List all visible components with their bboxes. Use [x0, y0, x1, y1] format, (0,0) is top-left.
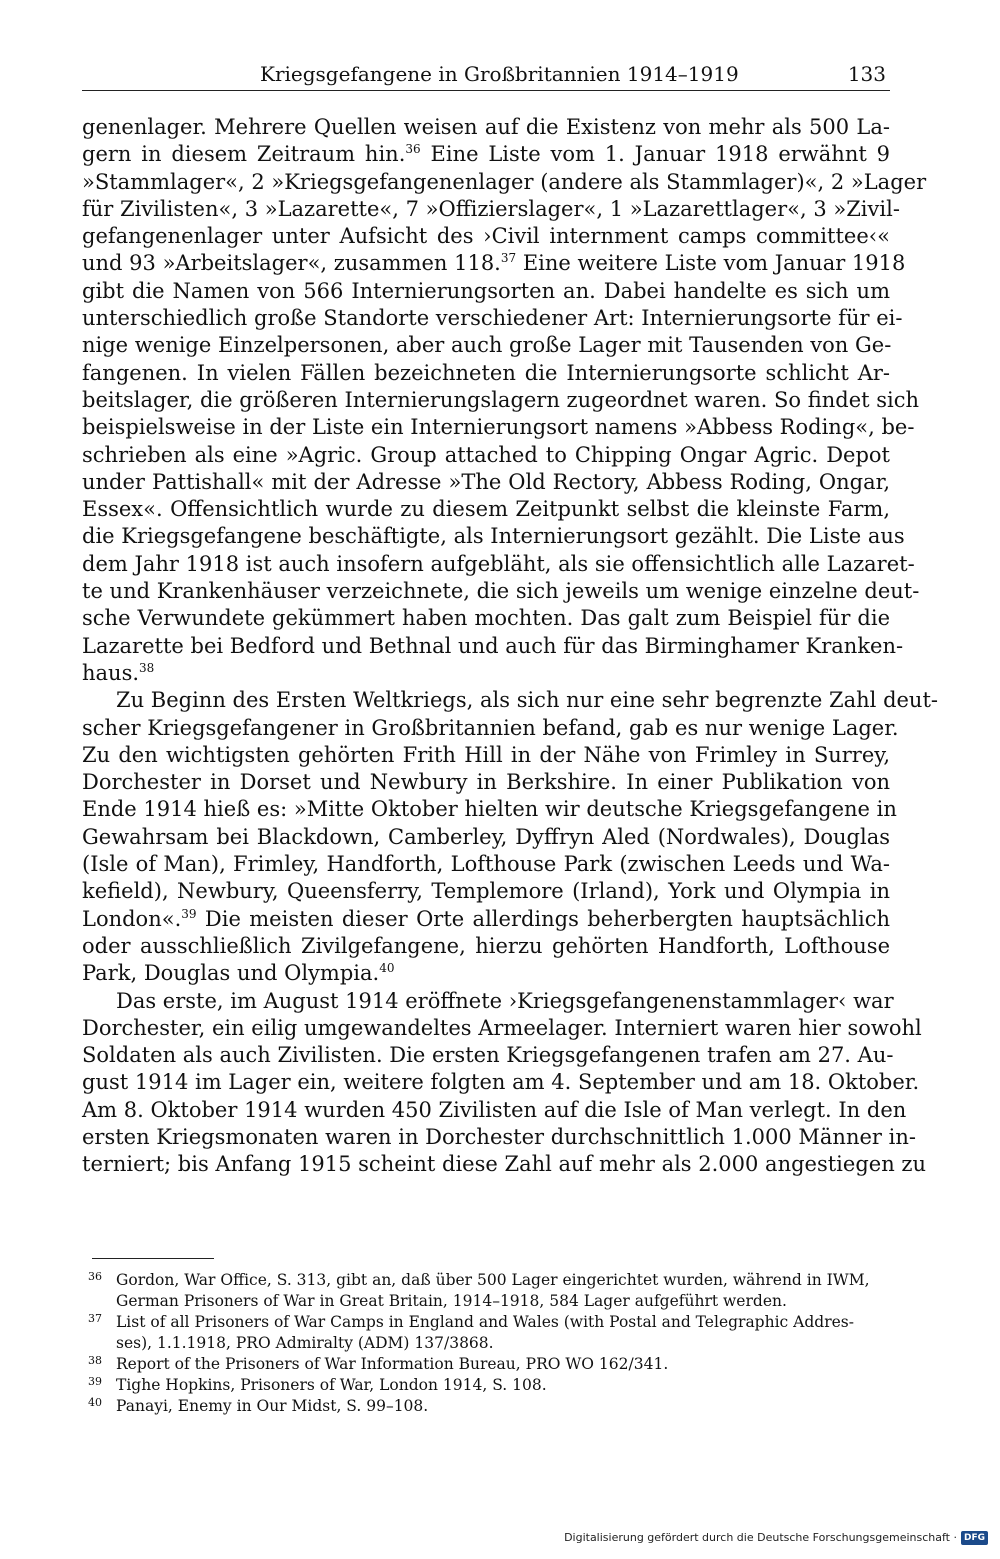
footnote-line: Panayi, Enemy in Our Midst, S. 99–108.	[116, 1397, 429, 1415]
text-line: beitslager, die größeren Internierungslagern zugeordnet waren. So findet sich	[82, 387, 920, 412]
text-line: schrieben als eine »Agric. Group attached to Chipping Ongar Agric. Depot	[82, 442, 890, 467]
footnote-number: 36	[88, 1270, 102, 1283]
footnote-ref: 40	[379, 961, 395, 976]
footnote	[88, 1375, 888, 1396]
footnote-number: 40	[88, 1396, 102, 1409]
text-line: gern in diesem Zeitraum hin.$^{36}$ Eine Liste vom 1. Januar 1918 erwähnt 9	[82, 142, 890, 167]
text-line: nige wenige Einzelpersonen, aber auch große Lager mit Tausenden von Ge-	[82, 333, 892, 358]
footnote-line: Report of the Prisoners of War Information Bureau, PRO WO 162/341.	[116, 1355, 669, 1373]
text-line: fangenen. In vielen Fällen bezeichneten die Internierungsorte schlicht Ar-	[82, 360, 890, 385]
footnote-line: German Prisoners of War in Great Britain, 1914–1918, 584 Lager aufgeführt werden.	[116, 1292, 787, 1310]
page-number: 133	[847, 62, 886, 86]
running-head	[82, 58, 890, 91]
text-line: Zu Beginn des Ersten Weltkriegs, als sich nur eine sehr begrenzte Zahl deut-	[116, 688, 938, 713]
footnote-ref: 37	[500, 251, 517, 266]
footnotes	[88, 1270, 888, 1417]
footnote-ref: 36	[405, 142, 421, 157]
text-line: London«.$^{39}$ Die meisten dieser Orte allerdings beherbergten hauptsächlich	[82, 906, 890, 931]
text-line: sche Verwundete gekümmert haben mochten. Das galt zum Beispiel für die	[82, 606, 890, 631]
footnote-rule	[92, 1258, 214, 1259]
footnote	[88, 1354, 888, 1375]
footnote-number: 38	[88, 1354, 102, 1367]
text-line: gefangenenlager unter Aufsicht des ›Civil internment camps committee‹«	[82, 224, 890, 249]
text-line: genenlager. Mehrere Quellen weisen auf die Existenz von mehr als 500 La-	[82, 115, 890, 139]
text-line: Dorchester in Dorset und Newbury in Berkshire. In einer Publikation von	[82, 770, 890, 795]
footnote-line: List of all Prisoners of War Camps in England and Wales (with Postal and Telegraphic Addres-	[116, 1313, 854, 1331]
text-line: dem Jahr 1918 ist auch insofern aufgebläht, als sie offensichtlich alle Lazaret-	[82, 551, 915, 576]
text-line: te und Krankenhäuser verzeichnete, die sich jeweils um wenige einzelne deut-	[82, 579, 920, 604]
text-line: terniert; bis Anfang 1915 scheint diese Zahl auf mehr als 2.000 angestiegen zu	[82, 1152, 926, 1177]
text-line: Das erste, im August 1914 eröffnete ›Kriegsgefangenenstammlager‹ war	[116, 988, 894, 1013]
text-line: gibt die Namen von 566 Internierungsorten an. Dabei handelte es sich um	[82, 278, 890, 303]
text-line: kefield), Newbury, Queensferry, Templemore (Irland), York und Olympia in	[82, 879, 890, 904]
dfg-credit-text: Digitalisierung gefördert durch die Deutsche Forschungsgemeinschaft ·	[564, 1531, 957, 1544]
dfg-logo: DFG	[961, 1531, 988, 1545]
footnote-number: 39	[88, 1375, 102, 1388]
footnote	[88, 1396, 888, 1417]
text-line: ersten Kriegsmonaten waren in Dorchester durchschnittlich 1.000 Männer in-	[82, 1124, 916, 1149]
footnote-line: ses), 1.1.1918, PRO Admiralty (ADM) 137/3868.	[116, 1334, 494, 1352]
text-line: gust 1914 im Lager ein, weitere folgten am 4. September und am 18. Oktober.	[82, 1070, 920, 1095]
text-line: für Zivilisten«, 3 »Lazarette«, 7 »Offizierslager«, 1 »Lazarettlager«, 3 »Zivil-	[82, 196, 900, 221]
text-line: oder ausschließlich Zivilgefangene, hierzu gehörten Handforth, Lofthouse	[82, 933, 890, 958]
footnote-number: 37	[88, 1312, 102, 1325]
text-line: Park, Douglas und Olympia.$^{40}$	[82, 961, 395, 986]
footnote	[88, 1270, 888, 1312]
footnote-ref: 39	[181, 906, 197, 921]
text-line: Dorchester, ein eilig umgewandeltes Armeelager. Interniert waren hier sowohl	[82, 1015, 922, 1040]
text-line: unterschiedlich große Standorte verschiedener Art: Internierungsorte für ei-	[82, 306, 903, 331]
text-line: (Isle of Man), Frimley, Handforth, Lofthouse Park (zwischen Leeds und Wa-	[82, 852, 890, 877]
text-line: Gewahrsam bei Blackdown, Camberley, Dyffryn Aled (Nordwales), Douglas	[82, 824, 890, 849]
text-line: haus.$^{38}$	[82, 660, 155, 685]
body-text	[82, 114, 938, 1179]
footnote-line: Gordon, War Office, S. 313, gibt an, daß über 500 Lager eingerichtet wurden, während in IWM,	[116, 1271, 870, 1289]
text-line: Lazarette bei Bedford und Bethnal und auch für das Birminghamer Kranken-	[82, 633, 904, 658]
text-line: Ende 1914 hieß es: »Mitte Oktober hielten wir deutsche Kriegsgefangene in	[82, 797, 897, 822]
footnote-ref: 38	[139, 660, 155, 675]
dfg-credit	[564, 1529, 988, 1547]
text-line: Essex«. Offensichtlich wurde zu diesem Zeitpunkt selbst die kleinste Farm,	[82, 497, 890, 522]
footnote	[88, 1312, 888, 1354]
text-line: under Pattishall« mit der Adresse »The Old Rectory, Abbess Roding, Ongar,	[82, 469, 890, 494]
text-line: Soldaten als auch Zivilisten. Die ersten Kriegsgefangenen trafen am 27. Au-	[82, 1043, 894, 1068]
text-line: die Kriegsgefangene beschäftigte, als Internierungsort gezählt. Die Liste aus	[82, 524, 905, 549]
text-line: beispielsweise in der Liste ein Internierungsort namens »Abbess Roding«, be-	[82, 415, 915, 440]
text-line: scher Kriegsgefangener in Großbritannien befand, gab es nur wenige Lager.	[82, 715, 899, 740]
running-title: Kriegsgefangene in Großbritannien 1914–1919	[260, 62, 739, 86]
text-line: »Stammlager«, 2 »Kriegsgefangenenlager (andere als Stammlager)«, 2 »Lager	[82, 169, 927, 194]
text-line: Zu den wichtigsten gehörten Frith Hill in der Nähe von Frimley in Surrey,	[82, 742, 890, 767]
footnote-line: Tighe Hopkins, Prisoners of War, London 1914, S. 108.	[116, 1376, 547, 1394]
text-line: Am 8. Oktober 1914 wurden 450 Zivilisten auf die Isle of Man verlegt. In den	[82, 1097, 907, 1122]
text-line: und 93 »Arbeitslager«, zusammen 118.37 Eine weitere Liste vom Januar 1918	[82, 251, 906, 276]
